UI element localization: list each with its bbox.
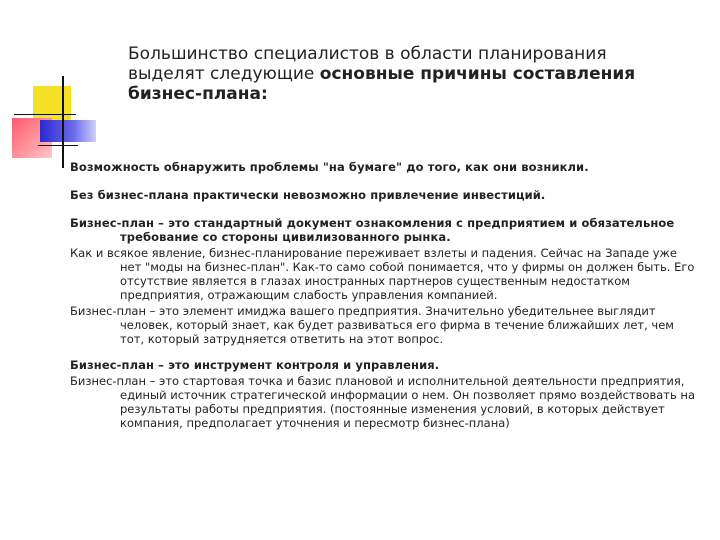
title-bold-text: основные причины составления бизнес-плана:: [128, 64, 636, 104]
decor-horizontal-line: [14, 114, 76, 115]
paragraph-1: Возможность обнаружить проблемы "на бумаге" до того, как они возникли.: [70, 160, 589, 174]
paragraph-2: Без бизнес-плана практически невозможно привлечение инвестиций.: [70, 188, 546, 202]
paragraph-3: Бизнес-план – это стандартный документ ознакомления с предприятием и обязательное требование со стороны цивилизованного рынка.: [70, 216, 675, 244]
paragraph-4: Как и всякое явление, бизнес-планирование переживает взлеты и падения. Сейчас на Западе уже нет "моды на бизнес-план". Как-то само собой понимается, что у фирмы он должен быть. Его отсутствие является в глазах иностранных партнеров существенным недостатком предприятия, отражающим слабость управления компанией.: [70, 246, 695, 302]
decor-horizontal-line-lower: [38, 145, 78, 146]
decor-blue-bar: [40, 120, 96, 142]
title-text: Большинство специалистов в области планирования выделят следующие: [128, 44, 607, 84]
slide-title: [128, 44, 688, 104]
slide-body: [70, 160, 698, 430]
paragraph-5: Бизнес-план – это элемент имиджа вашего предприятия. Значительно убедительнее выглядит человек, который знает, как будет развиваться его фирма в течение ближайших лет, чем тот, который затрудняется ответить на этот вопрос.: [70, 304, 674, 346]
paragraph-6: Бизнес-план – это инструмент контроля и управления.: [70, 358, 440, 372]
paragraph-7: Бизнес-план – это стартовая точка и базис плановой и исполнительной деятельности предприятия, единый источник стратегической информации о нем. Он позволяет прямо воздействовать на результаты работы предприятия. (постоянные изменения условий, в которых действует компания, предполагает уточнения и пересмотр бизнес-плана): [70, 374, 695, 430]
decor-vertical-line: [62, 76, 64, 168]
